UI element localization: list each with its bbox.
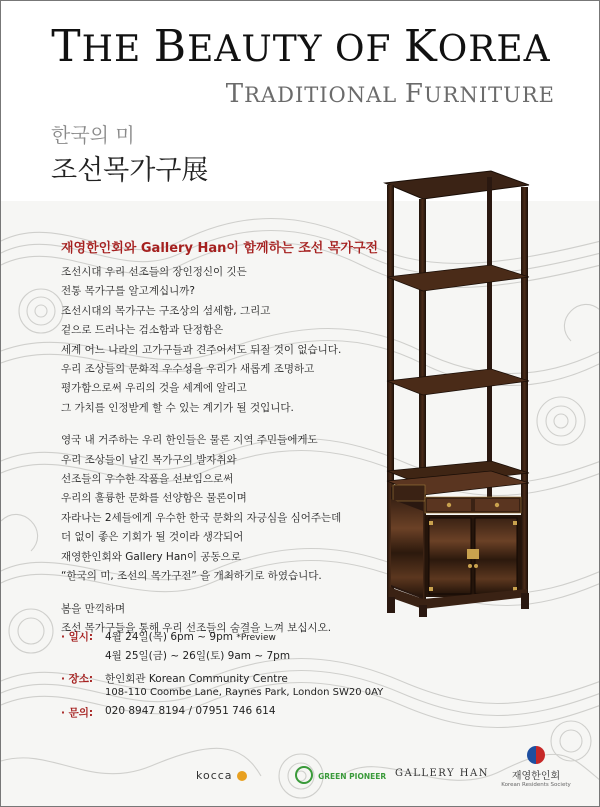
kocca-mark-icon [237, 771, 247, 781]
krs-logo [501, 746, 571, 788]
krs-name-en: Korean Residents Society [501, 782, 571, 788]
text-line: 우리 조상들이 남긴 목가구의 발자취와 [61, 453, 237, 466]
green-pioneer-icon [295, 766, 313, 784]
body-text [61, 263, 391, 651]
korean-title: 조선목가구展 [51, 155, 209, 186]
text-line: 평가함으로써 우리의 것을 세계에 알리고 [61, 382, 247, 395]
date-value-1: 4월 24일(목) 6pm ~ 9pm *Preview [105, 631, 276, 643]
text-line: 세계 어느 나라의 고가구들과 견주어서도 뒤질 것이 없습니다. [61, 343, 342, 356]
text-line: 재영한인회와 Gallery Han이 공동으로 [61, 550, 241, 563]
text-line: 우리 조상들의 문화적 우수성을 우리가 새롭게 조명하고 [61, 363, 315, 376]
subtitle: TRADITIONAL FURNITURE [225, 79, 555, 109]
text-line: 자라나는 2세들에게 우수한 한국 문화의 자긍심을 심어주는데 [61, 511, 342, 524]
venue-label: · 장소: [61, 673, 94, 685]
korean-subtitle: 한국의 미 [51, 123, 135, 147]
contact-label: · 문의: [61, 707, 94, 719]
gallery-han-logo: GALLERY HAN [395, 768, 489, 779]
contact-phone: 020 8947 8194 / 07951 746 614 [105, 705, 276, 717]
date-value-2: 4월 25일(금) ~ 26일(토) 9am ~ 7pm [105, 650, 291, 662]
text-line: 봄을 만끽하며 [61, 602, 126, 615]
venue-address: 108-110 Coombe Lane, Raynes Park, London SW20 0AY [105, 687, 384, 698]
text-line: 겉으로 드러나는 검소함과 단정함은 [61, 324, 224, 337]
venue-name: 한인회관 Korean Community Centre [105, 673, 288, 685]
headline: 재영한인회와 Gallery Han이 함께하는 조선 목가구전 [61, 241, 379, 256]
bookshelf-cabinet-image [379, 169, 539, 619]
text-line: 조선 목가구들을 통해 우리 선조들의 숨결을 느껴 보십시오. [61, 621, 332, 634]
text-line: 조선시대의 목가구는 구조상의 섬세함, 그리고 [61, 304, 271, 317]
text-line: 우리의 훌륭한 문화를 선양함은 물론이며 [61, 492, 247, 505]
sponsor-logos [1, 746, 600, 796]
text-line: “한국의 미, 조선의 목가구전” 을 개최하기로 하였습니다. [61, 570, 322, 583]
taegeuk-icon [527, 746, 545, 764]
text-line: 전통 목가구를 알고계십니까? [61, 285, 195, 298]
main-title: THE BEAUTY OF KOREA [51, 21, 551, 72]
krs-name-ko: 재영한인회 [511, 771, 561, 782]
text-line: 조선시대 우리 선조들의 장인정신이 깃든 [61, 266, 247, 278]
green-pioneer-logo: GREEN PIONEER [295, 764, 386, 784]
preview-note: *Preview [236, 633, 276, 643]
text-line: 그 가치를 인정받게 할 수 있는 계기가 될 것입니다. [61, 401, 294, 414]
paragraph-1 [61, 263, 391, 418]
date-label: · 일시: [61, 631, 94, 643]
kocca-logo: kocca [196, 769, 247, 782]
text-line: 더 없이 좋은 기회가 될 것이라 생각되어 [61, 531, 244, 544]
text-line: 영국 내 거주하는 우리 한인들은 물론 지역 주민들에게도 [61, 434, 318, 447]
text-line: 선조들의 우수한 작품을 선보임으로써 [61, 473, 234, 486]
paragraph-2 [61, 431, 391, 586]
